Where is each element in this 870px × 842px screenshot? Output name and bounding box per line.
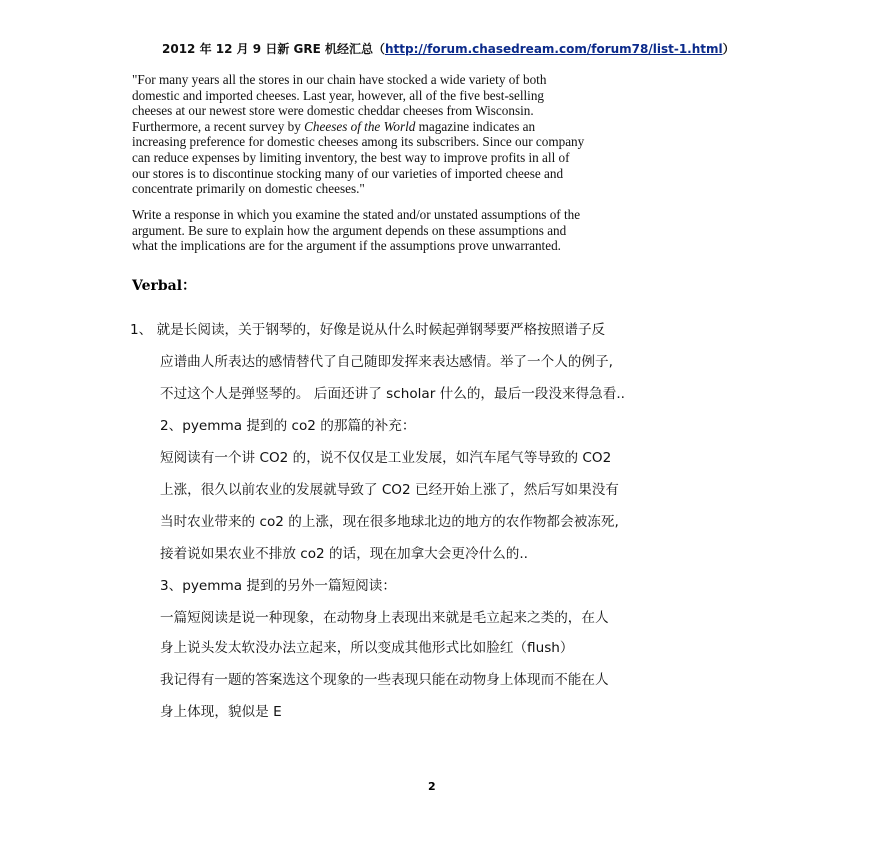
prompt-line: our stores is to discontinue stocking many of our varieties of imported cheese and bbox=[132, 165, 564, 181]
prompt-line bbox=[132, 119, 742, 135]
prompt-line: domestic and imported cheeses. Last year, however, all of the five best-selling bbox=[132, 87, 545, 103]
prompt-line-text: magazine indicates an bbox=[415, 118, 536, 134]
task-line: Write a response in which you examine the stated and/or unstated assumptions of the bbox=[132, 207, 581, 222]
prompt-line: "For many years all the stores in our chain have stocked a wide variety of both bbox=[132, 72, 547, 87]
prompt-line-text: Furthermore, a recent survey by bbox=[132, 118, 305, 134]
section-title: Verbal： bbox=[132, 278, 197, 294]
task-line: argument. Be sure to explain how the argument depends on these assumptions and bbox=[132, 222, 567, 238]
prompt-line: can reduce expenses by limiting inventory, the best way to improve profits in all of bbox=[132, 149, 570, 165]
forum-link[interactable]: http://forum.chasedream.com/forum78/list-1.html bbox=[384, 42, 723, 56]
note-line: 1、 就是长阅读，关于钢琴的，好像是说从什么时候起弹钢琴要严格按照谱子反 bbox=[130, 322, 606, 338]
header-suffix: ） bbox=[722, 42, 735, 56]
note-line: 不过这个人是弹竖琴的。 后面还讲了 scholar 什么的，最后一段没来得急看.. bbox=[160, 386, 626, 402]
note-line: 我记得有一题的答案选这个现象的一些表现只能在动物身上体现而不能在人 bbox=[160, 672, 609, 688]
note-line: 应谱曲人所表达的感情替代了自己随即发挥来表达感情。举了一个人的例子, bbox=[160, 354, 613, 370]
magazine-title: Cheeses of the World bbox=[304, 118, 416, 134]
note-line: 接着说如果农业不排放 co2 的话，现在加拿大会更冷什么的.. bbox=[160, 546, 528, 562]
note-line: 3、pyemma 提到的另外一篇短阅读： bbox=[160, 578, 396, 594]
prompt-line: cheeses at our newest store were domestic cheddar cheeses from Wisconsin. bbox=[132, 103, 534, 119]
header-title: 2012 年 12 月 9 日新 GRE 机经汇总（ bbox=[162, 42, 385, 56]
note-line: 当时农业带来的 co2 的上涨，现在很多地球北边的地方的农作物都会被冻死, bbox=[160, 514, 619, 530]
note-line: 短阅读有一个讲 CO2 的，说不仅仅是工业发展，如汽车尾气等导致的 CO2 bbox=[160, 450, 612, 466]
task-line: what the implications are for the argument if the assumptions prove unwarranted. bbox=[132, 238, 561, 254]
note-line: 身上体现，貌似是 E bbox=[160, 704, 282, 720]
prompt-line: concentrate primarily on domestic cheeses." bbox=[132, 181, 365, 197]
page-number: 2 bbox=[428, 780, 436, 793]
note-line: 2、pyemma 提到的 co2 的那篇的补充： bbox=[160, 418, 416, 434]
argument-prompt bbox=[132, 72, 742, 197]
prompt-line: increasing preference for domestic cheeses among its subscribers. Since our company bbox=[132, 134, 585, 150]
page-header bbox=[162, 40, 762, 57]
note-line: 身上说头发太软没办法立起来，所以变成其他形式比如脸红（flush） bbox=[160, 640, 574, 656]
note-line: 上涨，很久以前农业的发展就导致了 CO2 已经开始上涨了，然后写如果没有 bbox=[160, 482, 619, 498]
note-line: 一篇短阅读是说一种现象，在动物身上表现出来就是毛立起来之类的，在人 bbox=[160, 610, 609, 626]
task-instructions bbox=[132, 207, 742, 254]
